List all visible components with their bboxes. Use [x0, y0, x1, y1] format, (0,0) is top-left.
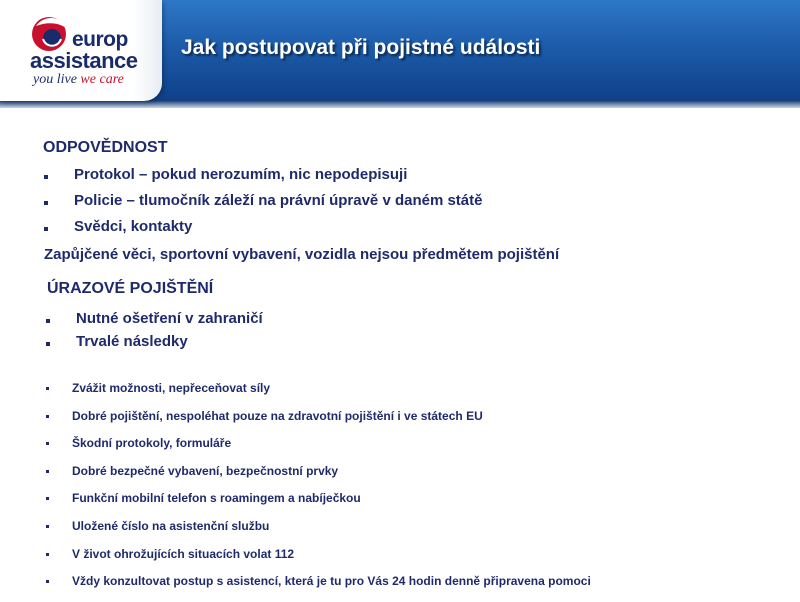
list-item-text: Škodní protokoly, formuláře: [72, 436, 232, 451]
logo-panel: [0, 0, 162, 101]
bullet-icon: [44, 175, 48, 179]
tips-list: [46, 381, 591, 602]
bullet-icon: [44, 227, 48, 231]
list-item: [46, 436, 591, 464]
bullet-icon: [46, 553, 49, 556]
list-item: [46, 333, 263, 356]
accident-insurance-list: [46, 310, 263, 356]
section-heading-accident-insurance: ÚRAZOVÉ POJIŠTĚNÍ: [47, 280, 214, 297]
list-item: [46, 547, 591, 575]
logo-text-europ: europ: [72, 28, 128, 51]
list-item: [44, 218, 482, 244]
section-heading-liability: ODPOVĚDNOST: [43, 139, 168, 156]
list-item-text: Protokol – pokud nerozumím, nic nepodepisuji: [74, 166, 408, 183]
list-item-text: V život ohrožujících situacích volat 112: [72, 546, 295, 561]
list-item: [46, 381, 591, 409]
page-title: Jak postupovat při pojistné události: [181, 36, 541, 59]
list-item-text: Dobré pojištění, nespoléhat pouze na zdravotní pojištění i ve státech EU: [72, 408, 483, 423]
logo-text-assistance: assistance: [30, 48, 138, 73]
bullet-icon: [46, 525, 49, 528]
list-item-text: Vždy konzultovat postup s asistencí, která je tu pro Vás 24 hodin denně připravena pomoci: [72, 574, 591, 589]
list-item-text: Dobré bezpečné vybavení, bezpečnostní prvky: [72, 463, 339, 478]
list-item-text: Uložené číslo na asistenční službu: [72, 518, 270, 533]
bullet-icon: [46, 319, 50, 323]
list-item-text: Nutné ošetření v zahraničí: [76, 310, 263, 327]
logo-tagline-part1: you live: [33, 72, 77, 87]
bullet-icon: [46, 387, 49, 390]
bullet-icon: [44, 201, 48, 205]
list-item: [44, 166, 482, 192]
liability-note: Zapůjčené věci, sportovní vybavení, vozidla nejsou předmětem pojištění: [44, 246, 560, 263]
list-item: [46, 310, 263, 333]
bullet-icon: [46, 497, 49, 500]
list-item-text: Policie – tlumočník záleží na právní úpravě v daném státě: [74, 192, 483, 209]
list-item: [46, 464, 591, 492]
list-item-text: Svědci, kontakty: [74, 218, 193, 235]
list-item-text: Funkční mobilní telefon s roamingem a nabíječkou: [72, 491, 361, 506]
list-item: [46, 491, 591, 519]
bullet-icon: [46, 415, 49, 418]
liability-list: [44, 166, 482, 244]
list-item: [46, 574, 591, 602]
bullet-icon: [46, 580, 49, 583]
list-item: [44, 192, 482, 218]
list-item: [46, 409, 591, 437]
logo-tagline: [33, 72, 124, 88]
header-divider: [0, 100, 800, 108]
bullet-icon: [46, 442, 49, 445]
logo-tagline-part2: we care: [80, 72, 124, 87]
bullet-icon: [46, 470, 49, 473]
bullet-icon: [46, 342, 50, 346]
list-item: [46, 519, 591, 547]
list-item-text: Zvážit možnosti, nepřeceňovat síly: [72, 381, 271, 395]
list-item-text: Trvalé následky: [76, 333, 188, 350]
